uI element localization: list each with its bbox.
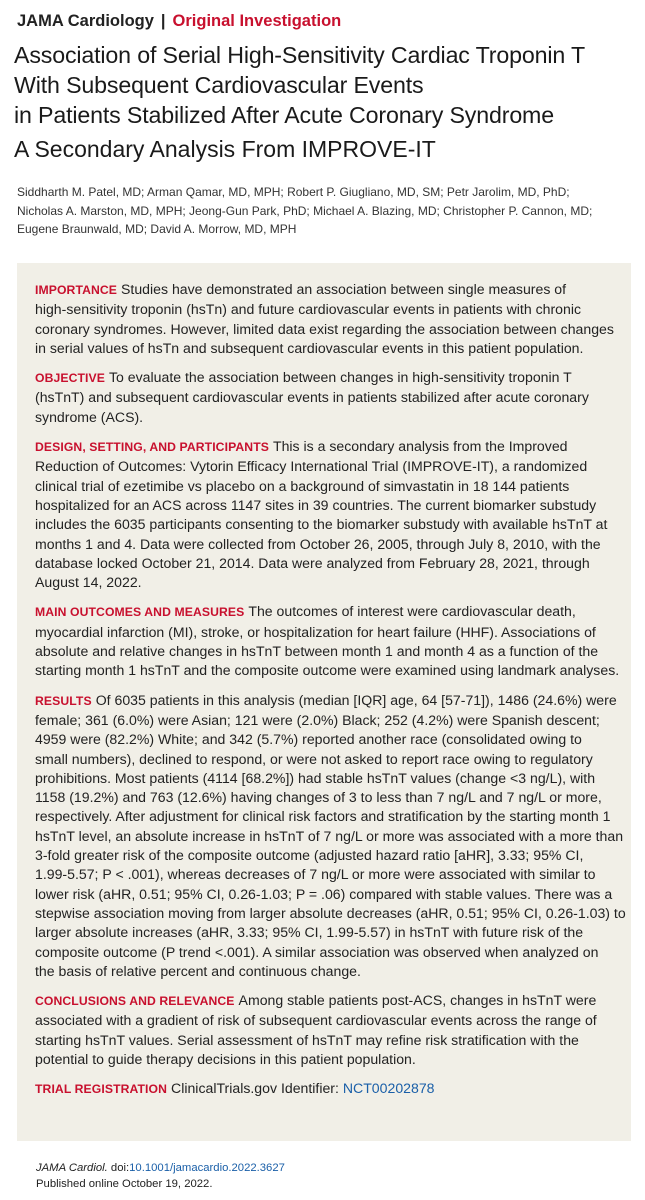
author-line: Eugene Braunwald, MD; David A. Morrow, MD, MPH <box>17 222 297 236</box>
section-line: composite outcome (P trend <.001). A similar association was observed when analyzed on <box>35 943 599 960</box>
section-label: MAIN OUTCOMES AND MEASURES <box>35 605 245 620</box>
section-line: myocardial infarction (MI), stroke, or hospitalization for heart failure (HHF). Associations of <box>35 623 596 640</box>
section-first-line <box>35 437 617 457</box>
section-line: (hsTnT) and subsequent cardiovascular events in patients stabilized after acute coronary <box>35 389 589 406</box>
author-line: Siddharth M. Patel, MD; Arman Qamar, MD, MPH; Robert P. Giugliano, MD, SM; Petr Jarolim, MD, PhD; <box>17 185 570 199</box>
section-text: This is a secondary analysis from the Improved <box>272 438 568 455</box>
article-type: Original Investigation <box>172 12 342 30</box>
section-trial-registration <box>35 1079 617 1099</box>
section-line: includes the 6035 participants consenting to the biomarker substudy with available hsTnT at <box>35 516 608 533</box>
section-line: prohibitions. Most patients (4114 [68.2%]) had stable hsTnT values (change <3 ng/L), with <box>35 769 596 786</box>
section-first-line <box>35 991 617 1011</box>
journal-header <box>17 12 341 31</box>
section-importance <box>35 280 617 358</box>
section-line: 1.99-5.57; P < .001), whereas decreases of 7 ng/L or more were associated with similar to <box>35 866 596 883</box>
article-subtitle: A Secondary Analysis From IMPROVE-IT <box>14 136 436 162</box>
section-label: RESULTS <box>35 693 92 708</box>
section-line: Reduction of Outcomes: Vytorin Efficacy International Trial (IMPROVE-IT), a randomized <box>35 458 588 475</box>
section-line: clinical trial of ezetimibe vs placebo on a background of simvastatin in 18 144 patients <box>35 477 570 494</box>
author-list <box>17 183 627 239</box>
section-line: stepwise association moving from larger absolute decreases (aHR, 0.51; 95% CI, 0.26-1.03) to <box>35 904 626 921</box>
section-line: high-sensitivity troponin (hsTn) and future cardiovascular events in patients with chronic <box>35 301 582 318</box>
section-line: lower risk (aHR, 0.51; 95% CI, 0.26-1.03; P = .06) compared with stable values. There was a <box>35 885 613 902</box>
section-line: hospitalized for an ACS across 1147 sites in 39 countries. The current biomarker substudy <box>35 496 597 513</box>
section-label: TRIAL REGISTRATION <box>35 1082 168 1097</box>
section-label: IMPORTANCE <box>35 283 118 297</box>
section-line: in serial values of hsTn and subsequent cardiovascular events in this patient population. <box>35 339 584 356</box>
section-text: The outcomes of interest were cardiovascular death, <box>248 603 576 620</box>
section-design <box>35 437 617 592</box>
citation-footer <box>36 1160 285 1192</box>
section-line: potential to guide therapy decisions in this patient population. <box>35 1050 416 1067</box>
header-separator: | <box>160 12 166 30</box>
trial-identifier-link[interactable]: NCT00202878 <box>342 1080 435 1097</box>
section-outcomes <box>35 602 620 680</box>
abstract-box <box>17 263 631 1141</box>
section-text: Among stable patients post-ACS, changes in hsTnT were <box>238 992 597 1009</box>
published-date: Published online October 19, 2022. <box>36 1178 213 1190</box>
section-label: CONCLUSIONS AND RELEVANCE <box>35 994 235 1009</box>
doi-link[interactable]: 10.1001/jamacardio.2022.3627 <box>129 1162 285 1174</box>
section-line: 3-fold greater risk of the composite outcome (adjusted hazard ratio [aHR], 3.33; 95% CI, <box>35 847 584 864</box>
section-conclusions <box>35 991 617 1069</box>
trial-text: ClinicalTrials.gov Identifier: <box>171 1080 339 1097</box>
section-line: respectively. After adjustment for clinical risk factors and stratification by the starting month 1 <box>35 808 611 825</box>
section-line: 1158 (19.2%) and 763 (12.6%) having changes of 3 to less than 7 ng/L and 7 ng/L or more, <box>35 789 602 806</box>
section-text: Of 6035 patients in this analysis (median [IQR] age, 64 [57-71]), 1486 (24.6%) were <box>95 691 617 708</box>
section-line: associated with a gradient of risk of subsequent cardiovascular events across the range of <box>35 1012 597 1029</box>
section-first-line <box>35 280 617 300</box>
section-line: coronary syndromes. However, limited data exist regarding the association between changes <box>35 320 614 337</box>
citation-line <box>36 1160 285 1176</box>
section-first-line <box>35 368 617 388</box>
section-label: DESIGN, SETTING, AND PARTICIPANTS <box>35 440 269 455</box>
section-line: 4959 were (82.2%) White; and 342 (5.7%) reported another race (consolidated owing to <box>35 731 582 748</box>
section-text: To evaluate the association between changes in high-sensitivity troponin T <box>108 369 572 386</box>
section-line: starting month 1 hsTnT and the composite outcome were examined using landmark analyses. <box>35 662 620 679</box>
title-line: in Patients Stabilized After Acute Coronary Syndrome <box>14 102 554 128</box>
journal-abbreviation: JAMA Cardiol. <box>36 1162 108 1174</box>
title-line: Association of Serial High-Sensitivity Cardiac Troponin T <box>14 42 585 68</box>
section-first-line <box>35 602 617 622</box>
article-title <box>14 40 639 130</box>
section-line: starting hsTnT values. Serial assessment of hsTnT may refine risk stratification with the <box>35 1031 579 1048</box>
section-line: syndrome (ACS). <box>35 408 144 425</box>
section-line: larger absolute increases (aHR, 3.33; 95% CI, 1.99-5.57) in hsTnT with future risk of the <box>35 924 584 941</box>
section-label: OBJECTIVE <box>35 371 105 386</box>
section-line: absolute and relative changes in hsTnT between month 1 and month 4 as a function of the <box>35 643 599 660</box>
section-results <box>35 691 626 981</box>
section-line: female; 361 (6.0%) were Asian; 121 were (2.0%) Black; 252 (4.2%) were Spanish descent; <box>35 711 600 728</box>
title-line: With Subsequent Cardiovascular Events <box>14 72 424 98</box>
doi-prefix: doi: <box>110 1162 130 1174</box>
author-line: Nicholas A. Marston, MD, MPH; Jeong-Gun Park, PhD; Michael A. Blazing, MD; Christopher P. Cannon, MD; <box>17 203 593 218</box>
section-line: database locked October 21, 2014. Data were analyzed from February 28, 2021, through <box>35 554 590 571</box>
section-objective <box>35 368 617 427</box>
section-text: Studies have demonstrated an association between single measures of <box>121 281 567 297</box>
section-first-line <box>35 691 617 711</box>
section-line: August 14, 2022. <box>35 574 142 591</box>
section-line: the basis of relative percent and continuous change. <box>35 962 361 979</box>
journal-name: JAMA Cardiology <box>17 12 154 30</box>
section-line: months 1 and 4. Data were collected from October 26, 2005, through July 8, 2010, with the <box>35 535 601 552</box>
section-line: small numbers), declined to respond, or were not asked to report race owing to regulatory <box>35 750 593 767</box>
section-line: hsTnT level, an absolute increase in hsTnT of 7 ng/L or more was associated with a more than <box>35 827 624 844</box>
